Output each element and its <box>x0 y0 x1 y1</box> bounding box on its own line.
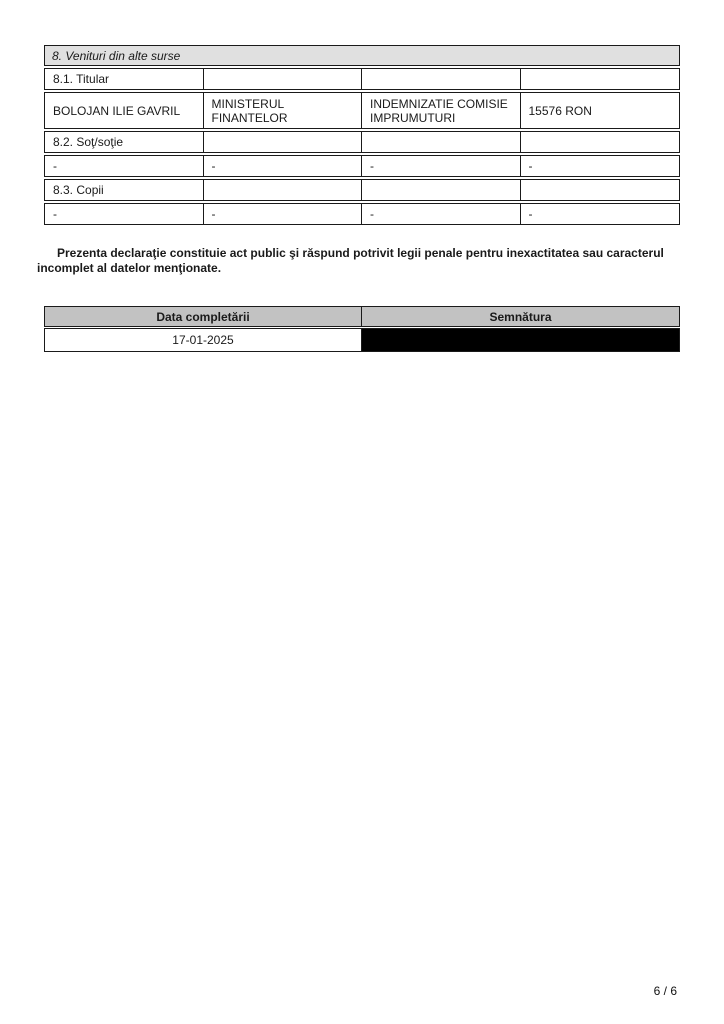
table-cell: - <box>362 156 521 176</box>
date-signature-value-row <box>44 328 680 352</box>
table-cell: - <box>528 207 533 221</box>
row-copii-data <box>44 203 680 225</box>
cell-annual-income: 15576 RON <box>528 103 592 118</box>
table-cell: - <box>45 204 204 224</box>
table-cell <box>521 132 680 152</box>
date-signature-table <box>44 306 680 352</box>
table-cell <box>204 132 363 152</box>
income-other-sources-table <box>44 45 680 227</box>
row-8-1-titular <box>44 68 680 90</box>
header-semnatura: Semnătura <box>489 309 552 324</box>
table-cell: - <box>45 156 204 176</box>
table-cell: 8.3. Copii <box>45 180 204 200</box>
table-cell <box>204 180 363 200</box>
table-cell <box>362 180 521 200</box>
declaration-legal-note: Prezenta declaraţie constituie act public şi răspund potrivit legii penale pentru inexactitatea sau caracterul incomplet al datelor menţionate. <box>37 246 664 275</box>
cell-service-provided: INDEMNIZATIE COMISIE IMPRUMUTURI <box>362 93 521 128</box>
table-cell <box>521 180 680 200</box>
table-cell: 8.1. Titular <box>45 69 204 89</box>
redacted-signature-block <box>362 329 679 351</box>
table-cell: - <box>204 156 363 176</box>
table-cell: - <box>362 204 521 224</box>
page-number: 6 / 6 <box>653 984 677 998</box>
row-8-3-copii <box>44 179 680 201</box>
row-sot-sotie-data <box>44 155 680 177</box>
table-cell <box>362 132 521 152</box>
row-titular-income-data <box>44 92 680 129</box>
table-cell <box>204 69 363 89</box>
table-cell <box>521 69 680 89</box>
cell-beneficiary-name: BOLOJAN ILIE GAVRIL <box>45 93 204 128</box>
table-cell: - <box>204 204 363 224</box>
completion-date-value: 17-01-2025 <box>45 329 362 351</box>
header-data-completarii: Data completării <box>45 307 362 326</box>
table-cell: - <box>528 159 533 173</box>
date-signature-header-row <box>44 306 680 327</box>
table-cell <box>362 69 521 89</box>
table-cell: 8.2. Soţ/soţie <box>45 132 204 152</box>
cell-income-source: MINISTERUL FINANTELOR <box>204 93 363 128</box>
section-header-venituri-alte-surse: 8. Venituri din alte surse <box>44 45 680 66</box>
row-8-2-sot-sotie <box>44 131 680 153</box>
